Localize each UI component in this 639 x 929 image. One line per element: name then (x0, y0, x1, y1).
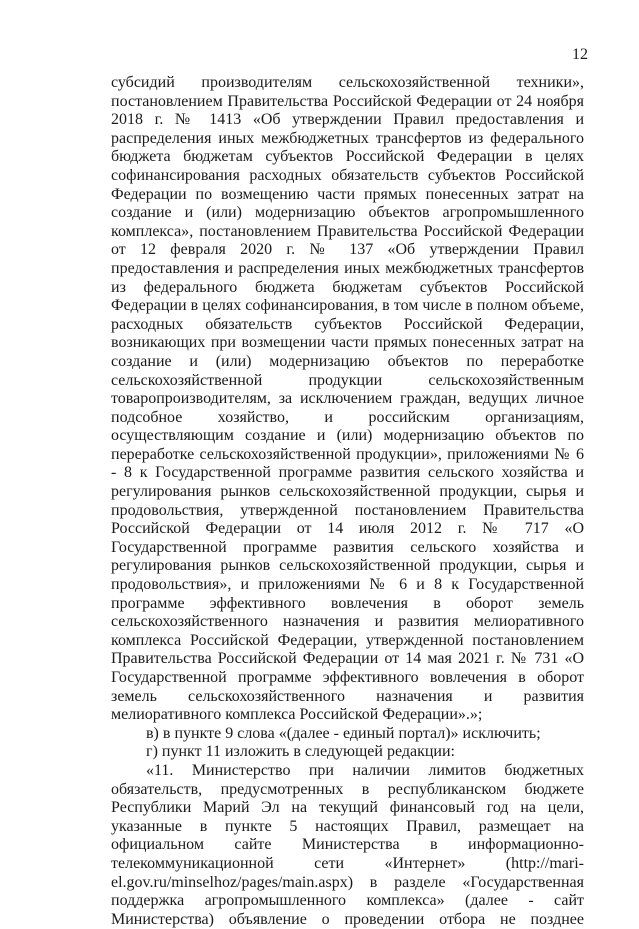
paragraph-item-v: в) в пункте 9 слова «(далее - единый портал)» исключить; (146, 724, 541, 742)
page-number: 12 (572, 46, 588, 63)
paragraph-item-g: г) пункт 11 изложить в следующей редакции: (146, 743, 455, 761)
paragraph-continuation: субсидий производителям сельскохозяйственной техники», постановлением Правительства Российской Федерации от 24 ноября 2018 г. № 1413 «Об утверждении Правил предоставления и распределения иных межбюджетных трансфертов из федерального бюджета бюджетам субъектов Российской Федерации в целях софинансирования расходных обязательств субъектов Российской Федерации по возмещению части прямых понесенных затрат на создание и (или) модернизацию объектов агропромышленного комплекса», постановлением Правительства Российской Федерации от 12 февраля 2020 г. № 137 «Об утверждении Правил предоставления и распределения иных межбюджетных трансфертов из федерального бюджета бюджетам субъектов Российской Федерации в целях софинансирования, в том числе в полном объеме, расходных обязательств субъектов Российской Федерации, возникающих при возмещении части прямых понесенных затрат на создание и (или) модернизацию объектов по переработке сельскохозяйственной продукции сельскохозяйственным товаропроизводителям, за исключением граждан, ведущих личное подсобное хозяйство, и российским организациям, осуществляющим создание и (или) модернизацию объектов по переработке сельскохозяйственной продукции», приложениями № 6 - 8 к Государственной программе развития сельского хозяйства и регулирования рынков сельскохозяйственной продукции, сырья и продовольствия, утвержденной постановлением Правительства Российской Федерации от 14 июля 2012 г. № 717 «О Государственной программе развития сельского хозяйства и регулирования рынков сельскохозяйственной продукции, сырья и продовольствия», и приложениями № 6 и 8 к Государственной программе эффективного вовлечения в оборот земель сельскохозяйственного назначения и развития мелиоративного комплекса Российской Федерации, утвержденной постановлением Правительства Российской Федерации от 14 мая 2021 г. № 731 «О Государственной программе эффективного вовлечения в оборот земель сельскохозяйственного назначения и развития мелиоративного комплекса Российской Федерации».»; (111, 74, 584, 724)
document-body (111, 74, 584, 929)
paragraph-point-11: «11. Министерство при наличии лимитов бюджетных обязательств, предусмотренных в республиканском бюджете Республики Марий Эл на текущий финансовый год на цели, указанные в пункте 5 настоящих Правил, размещает на официальном сайте Министерства в информационно-телекоммуникационной сети «Интернет» (http://mari-el.gov.ru/minselhoz/pages/main.aspx) в разделе «Государственная поддержка агропромышленного комплекса» (далее - сайт Министерства) объявление о проведении отбора не позднее (111, 761, 584, 928)
